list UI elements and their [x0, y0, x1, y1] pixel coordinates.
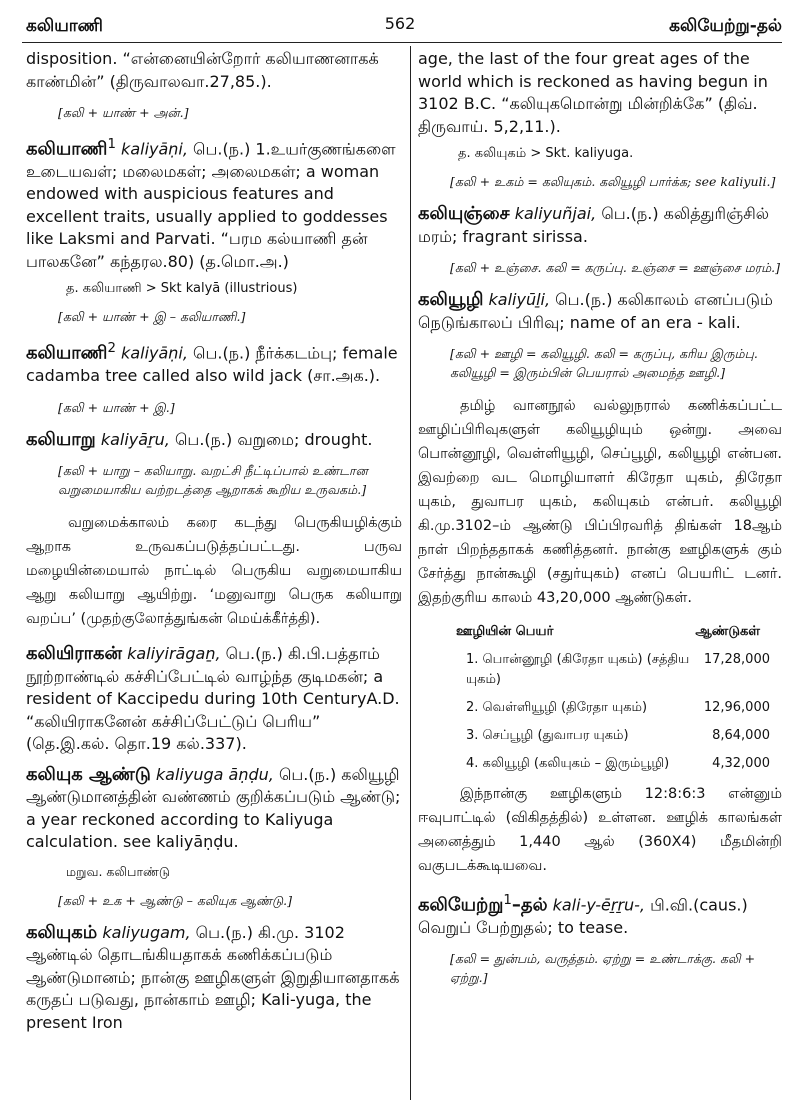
etymology-note: [கலி + ஊழி = கலியூழி. கலி = கருப்பு, கரிய இரும்பு. கலியூழி = இரும்பின் பெயரால் அமைந்த ஊழி.] — [450, 346, 758, 380]
entry-kaliyani-1 — [26, 134, 402, 326]
transliteration: kaliyirāgaṉ, — [127, 644, 221, 664]
headword: கலியுகம் — [26, 921, 98, 943]
etymology-note: [கலி + யாண் + அன்.] — [58, 105, 189, 120]
headword: கலியிராகன் — [26, 643, 122, 665]
page-number: 562 — [384, 14, 416, 33]
table-row — [466, 726, 770, 746]
transliteration: kaliyuñjai, — [514, 204, 597, 223]
entry-kaliyerru — [418, 890, 782, 987]
era-name: 3. செப்பூழி (துவாபர யுகம்) — [466, 728, 629, 743]
definition: பெ.(ந.) கலித்துரிஞ்சில் மரம்; fragrant sirissa. — [418, 204, 770, 246]
entry-kaliyaru — [26, 429, 402, 632]
era-name: 2. வெள்ளியூழி (திரேதா யுகம்) — [466, 700, 648, 715]
definition: பெ.(ந.) வறுமை; drought. — [174, 429, 373, 449]
page-header — [0, 0, 800, 44]
definition: பெ.(ந.) கலியூழி ஆண்டுமானத்தின் வண்ணம் குறிக்கப்படும் ஆண்டு; a year reckoned according to Kaliyuga calculation. see kaliyāṇḍu. — [26, 764, 401, 852]
headword: கலியாணி — [26, 138, 108, 160]
table-header — [456, 624, 760, 640]
era-years: 4,32,000 — [712, 756, 770, 771]
column-divider — [410, 46, 411, 1100]
headword: கலியுக ஆண்டு — [26, 763, 151, 785]
continued-text: disposition. “என்னையின்றோர் கலியாணனாகக் காண்மின்” (திருவாலவா.27,85.). — [26, 49, 379, 91]
transliteration: kaliyugam, — [102, 922, 191, 942]
transliteration: kali-y-ēṟṟu-, — [552, 895, 646, 915]
headword: கலியேற்று — [418, 894, 504, 916]
transliteration: kaliyūḻi, — [488, 290, 551, 309]
headword: கலியாறு — [26, 428, 96, 450]
headword: கலியாணி — [26, 342, 108, 364]
homonym-number: 1 — [107, 137, 116, 152]
etymology-note: [கலி + யாண் + இ – கலியாணி.] — [58, 309, 246, 325]
entry-kaliyani-2 — [26, 338, 402, 416]
era-years: 8,64,000 — [712, 728, 770, 743]
headword: கலியூழி — [418, 289, 484, 310]
continued-text: age, the last of the four great ages of the world which is reckoned as having begun in 3102 B.C. “கலியுகமொன்று மின்றிக்கே” (திவ். திருவாய். 5,2,11.). — [418, 49, 768, 136]
definition: பெ.(ந.) கி.பி.பத்தாம் நூற்றாண்டில் கச்சிப்பேட்டில் வாழ்ந்த குடிமகன்; a resident of Kaccipedu during 10th CenturyA.D. “கலியிராகனேன் கச்சிப்பேட்டுப் பெரிய” (தெ.இ.கல். தொ.19 கல்.337). — [26, 644, 400, 754]
header-right-guideword: கலியேற்று-தல் — [669, 16, 782, 36]
headword-suffix: –தல் — [511, 894, 548, 916]
variant-form: மறுவ. கலிபாண்டு — [66, 863, 171, 879]
transliteration: kaliyāṇi, — [121, 139, 188, 159]
entry-kaliyuga-andu — [26, 764, 402, 910]
etymology-note: [கலி = துன்பம், வருத்தம். ஏற்று = உண்டாக்கு. கலி + ஏற்று.] — [450, 951, 756, 986]
era-table — [418, 624, 782, 774]
etymology-note: [கலி + உகம் = கலியுகம். கலியூழி பார்க்க; see kaliyuli.] — [450, 174, 776, 189]
era-years: 17,28,000 — [703, 652, 770, 667]
transliteration: kaliyāṟu, — [100, 429, 170, 449]
entry-kaliyiragan — [26, 643, 402, 756]
transliteration: kaliyāṇi, — [121, 343, 188, 363]
headword: கலியுஞ்சை — [418, 203, 510, 224]
era-name: 1. பொன்னூழி (கிரேதா யுகம்) (சத்திய யுகம்) — [466, 652, 690, 687]
explanatory-paragraph: இந்நான்கு ஊழிகளும் 12:8:6:3 என்னும் ஈவுபாட்டில் (விகிதத்தில்) உள்ளன. ஊழிக் காலங்கள் அனைத்தும் 1,440 ஆல் (360X4) மீதமின்றி வகுபடக்கூடியவை. — [418, 786, 782, 874]
header-rule — [22, 42, 782, 43]
etymology-note: [கலி + உஞ்சை. கலி = கருப்பு. உஞ்சை = ஊஞ்சை மரம்.] — [450, 260, 781, 275]
homonym-number: 2 — [107, 341, 116, 357]
homonym-number: 1 — [503, 893, 512, 908]
definition: பெ.(ந.) நீர்க்கடம்பு; female cadamba tree called also wild jack (சா.அக.). — [26, 343, 398, 386]
table-row — [466, 650, 770, 690]
header-left-guideword: கலியாணி — [26, 16, 103, 36]
etymology-note: [கலி + யாறு – கலியாறு. வறட்சி நீட்டிப்பால் உண்டான வறுமையாகிய வற்றடத்தை ஆறாகக் கூறிய உருவகம்.] — [58, 463, 368, 498]
column-header-name: ஊழியின் பெயர் — [456, 624, 554, 639]
left-column — [26, 48, 402, 1042]
era-name: 4. கலியூழி (கலியுகம் – இரும்பூழி) — [466, 756, 670, 771]
entry-kaliyuli — [418, 289, 782, 610]
explanatory-paragraph: வறுமைக்காலம் கரை கடந்து பெருகியழிக்கும் ஆறாக உருவகப்படுத்தப்பட்டது. பருவ மழையின்மையால் நாட்டில் பெருகிய வறுமையாகிய ஆறு கலியாறு ஆயிற்று. ‘மனுவாறு பெருக கலியாறு வறப்ப’ (முதற்குலோத்துங்கன் மெய்க்கீர்த்தி). — [26, 515, 402, 628]
etymology-note: [கலி + உக + ஆண்டு – கலியுக ஆண்டு.] — [58, 892, 292, 908]
etymology-note: [கலி + யாண் + இ.] — [58, 399, 175, 415]
table-row — [466, 754, 770, 774]
transliteration: kaliyuga āṇḍu, — [155, 764, 274, 784]
definition: பெ.(ந.) கி.மு. 3102 ஆண்டில் தொடங்கியதாகக் கணிக்கப்படும் ஆண்டுமானம்; நான்கு ஊழிகளுள் இறுதியானதாகக் கருதப் படுவது, நான்காம் ஊழி; Kali-yuga, the present Iron — [26, 922, 400, 1032]
definition: பெ.(ந.) கலிகாலம் எனப்படும் நெடுங்காலப் பிரிவு; name of an era - kali. — [418, 290, 773, 332]
etymology: த. கலியாணி > Skt kalyā (illustrious) — [66, 281, 298, 297]
era-years: 12,96,000 — [703, 700, 770, 715]
explanatory-paragraph: தமிழ் வானநூல் வல்லுநரால் கணிக்கப்பட்ட ஊழிப்பிரிவுகளுள் கலியூழியும் ஒன்று. அவை பொன்னூழி, வெள்ளியூழி, செப்பூழி, கலியூழி என்பன. இவற்றை வட மொழியாளர் கிரேதா யுகம், திரேதா யுகம், துவாபர யுகம், கலியுகம் என்பர். கலியூழி கி.மு.3102–ம் ஆண்டு பிப்பிரவரித் திங்கள் 18ஆம் நாள் பிறந்ததாகக் கணித்தனர். நான்கு ஊழிகளுக் கும் சேர்த்து நான்கூழி (சதுர்யுகம்) எனப் பெயரிட் டனர். இதற்குரிய காலம் 43,20,000 ஆண்டுகள். — [418, 398, 782, 606]
entry-kaliyunjai — [418, 203, 782, 277]
definition: பெ.(ந.) 1.உயர்குணங்களை உடையவள்; மலைமகள்; அலைமகள்; a woman endowed with auspicious features and excellent traits, usually applied to goddesses like Laksmi and Parvati. “பரம கல்யாணி தன் பாலகனே” கந்தரல.80) (த.மொ.அ.) — [26, 139, 396, 271]
entry-kaliyugam — [26, 922, 402, 1035]
etymology: த. கலியுகம் > Skt. kaliyuga. — [458, 146, 634, 161]
table-row — [466, 698, 770, 718]
definition: பி.வி.(caus.) வெறுப் பேற்றுதல்; to tease. — [418, 895, 748, 937]
right-column — [418, 48, 782, 999]
column-header-years: ஆண்டுகள் — [695, 624, 760, 639]
